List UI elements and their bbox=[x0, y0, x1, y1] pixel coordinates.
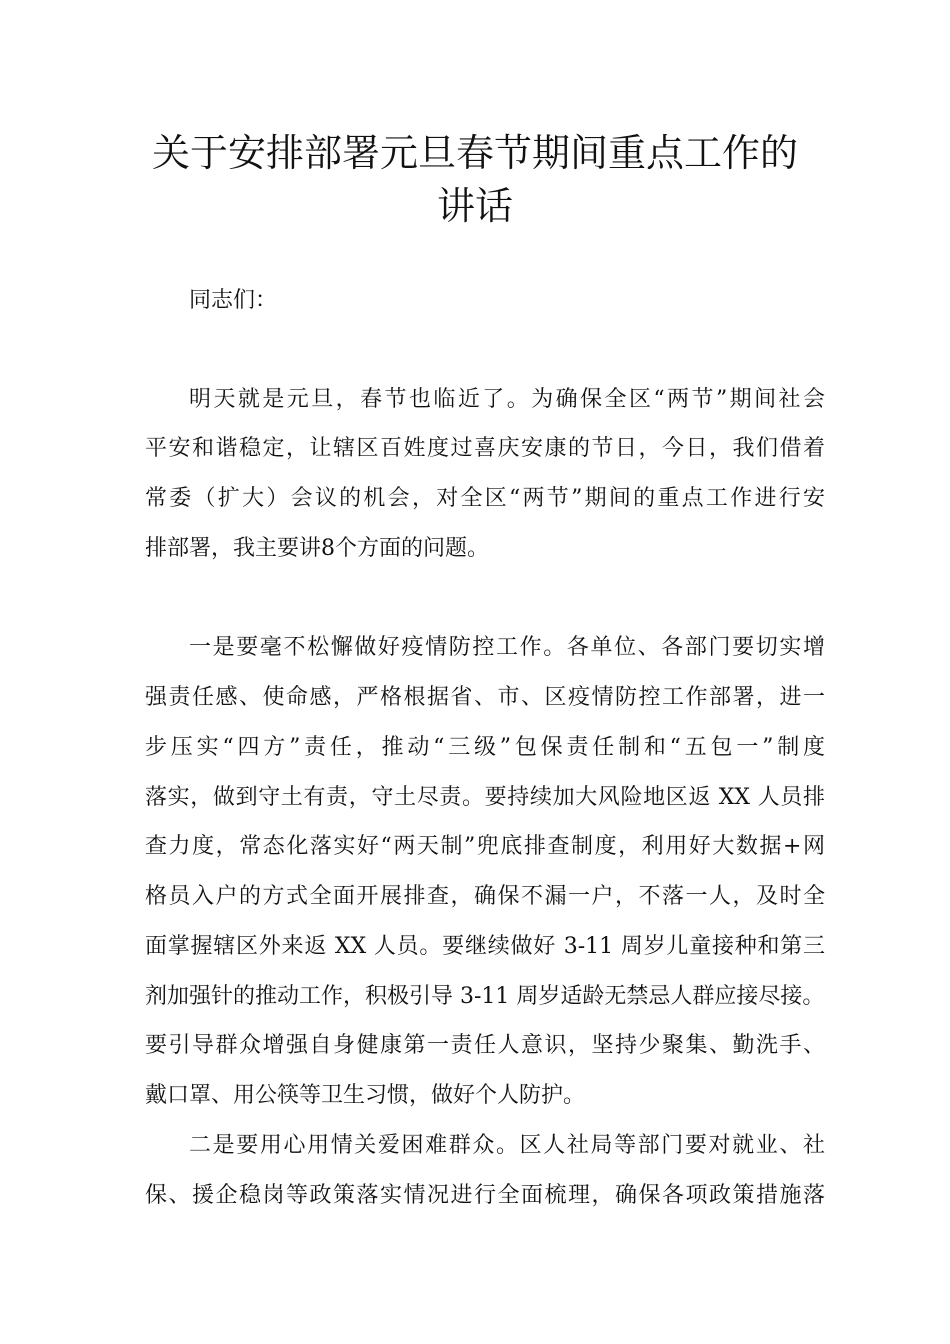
paragraph-line: 查力度，常态化落实好“两天制”兜底排查制度，利用好大数据+网 bbox=[145, 834, 825, 859]
document-title-line-1: 关于安排部署元旦春节期间重点工作的 bbox=[151, 131, 798, 175]
paragraph-line: 面掌握辖区外来返 XX 人员。要继续做好 3-11 周岁儿童接种和第三 bbox=[145, 934, 825, 959]
paragraph-line: 排部署，我主要讲8个方面的问题。 bbox=[145, 536, 489, 561]
paragraph-line: 保、援企稳岗等政策落实情况进行全面梳理，确保各项政策措施落 bbox=[145, 1183, 825, 1208]
paragraph-line: 明天就是元旦，春节也临近了。为确保全区“两节”期间社会 bbox=[189, 387, 825, 412]
paragraph-line: 二是要用心用情关爱困难群众。区人社局等部门要对就业、社 bbox=[189, 1133, 825, 1158]
paragraph-line: 戴口罩、用公筷等卫生习惯，做好个人防护。 bbox=[145, 1083, 586, 1108]
paragraph-line: 一是要毫不松懈做好疫情防控工作。各单位、各部门要切实增 bbox=[189, 635, 825, 660]
paragraph-line: 要引导群众增强自身健康第一责任人意识，坚持少聚集、勤洗手、 bbox=[145, 1033, 825, 1058]
paragraph-line: 强责任感、使命感，严格根据省、市、区疫情防控工作部署，进一 bbox=[145, 685, 825, 710]
document-title-line-2: 讲话 bbox=[436, 184, 513, 228]
paragraph-line: 步压实“四方”责任，推动“三级”包保责任制和“五包一”制度 bbox=[145, 735, 825, 760]
paragraph-line: 落实，做到守土有责，守土尽责。要持续加大风险地区返 XX 人员排 bbox=[145, 785, 825, 810]
salutation: 同志们： bbox=[189, 288, 278, 313]
paragraph-line: 剂加强针的推动工作，积极引导 3-11 周岁适龄无禁忌人群应接尽接。 bbox=[145, 984, 825, 1009]
paragraph-line: 常委（扩大）会议的机会，对全区“两节”期间的重点工作进行安 bbox=[145, 486, 825, 511]
paragraph-line: 格员入户的方式全面开展排查，确保不漏一户，不落一人，及时全 bbox=[145, 884, 825, 909]
paragraph-line: 平安和谐稳定，让辖区百姓度过喜庆安康的节日，今日，我们借着 bbox=[145, 436, 825, 461]
